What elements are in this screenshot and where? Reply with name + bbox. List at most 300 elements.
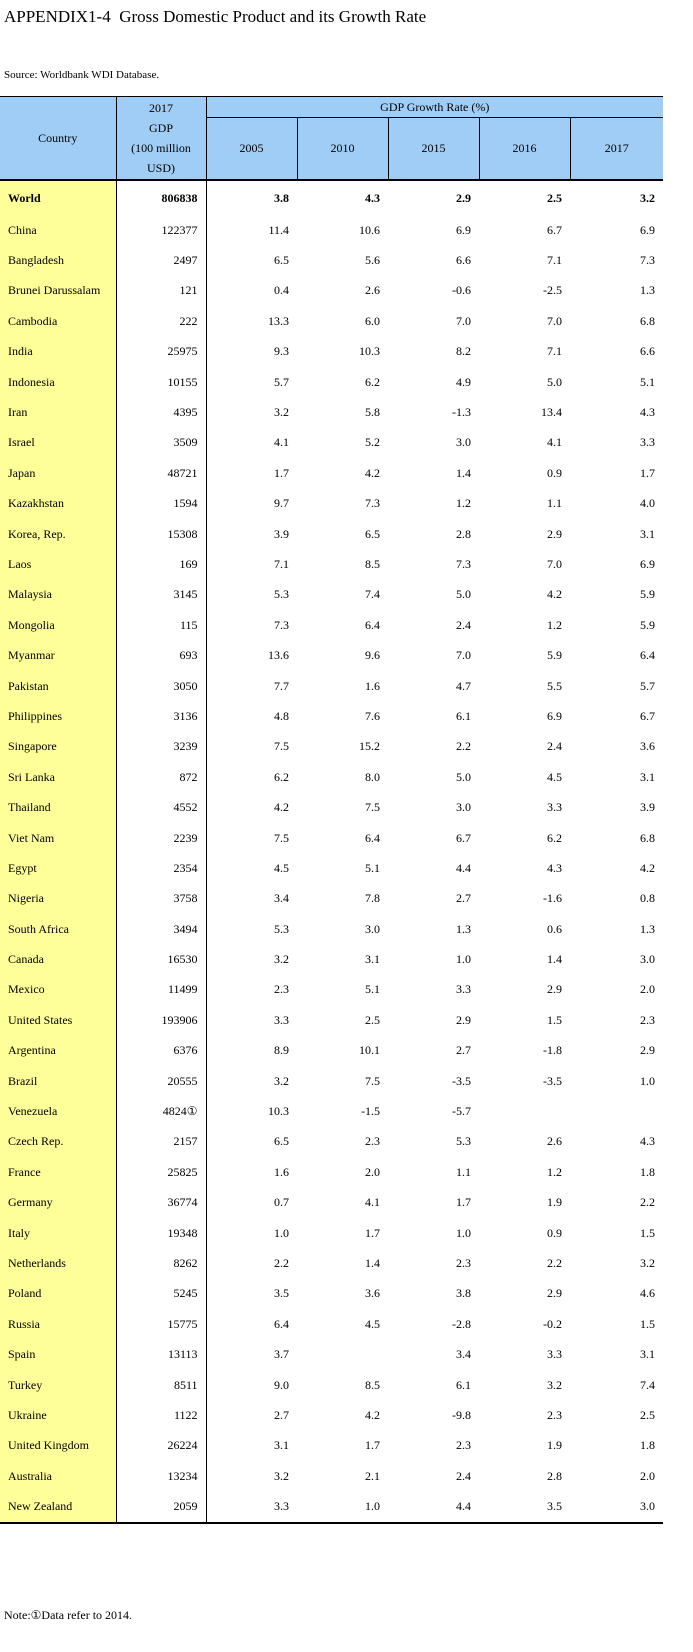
gdp-cell: 36774 bbox=[116, 1188, 206, 1218]
growth-cell: 6.7 bbox=[456, 830, 471, 845]
growth-cell: 6.5 bbox=[274, 253, 289, 268]
growth-cell: 1.1 bbox=[456, 1164, 471, 1179]
growth-cell: 3.9 bbox=[274, 526, 289, 541]
country-cell: Viet Nam bbox=[0, 823, 116, 853]
gdp-header-line: (100 million bbox=[131, 141, 191, 155]
growth-cell: 5.7 bbox=[274, 374, 289, 389]
growth-cell: 1.3 bbox=[456, 921, 471, 936]
gdp-header-line: USD) bbox=[146, 161, 175, 175]
growth-cell bbox=[479, 1096, 570, 1126]
growth-cell: 4.1 bbox=[274, 435, 289, 450]
growth-cell: 13.4 bbox=[541, 405, 562, 420]
country-cell: Poland bbox=[0, 1279, 116, 1309]
growth-cell: 2.5 bbox=[547, 190, 562, 205]
growth-cell: 2.1 bbox=[365, 1468, 380, 1483]
growth-cell: 2.3 bbox=[640, 1012, 656, 1027]
table-row bbox=[0, 944, 663, 974]
gdp-cell: 193906 bbox=[116, 1005, 206, 1035]
growth-cell: 2.3 bbox=[274, 982, 289, 997]
country-cell: Japan bbox=[0, 458, 116, 488]
growth-cell: 6.6 bbox=[640, 344, 656, 359]
growth-cell: 2.6 bbox=[547, 1134, 562, 1149]
growth-cell: 3.9 bbox=[640, 800, 656, 815]
growth-cell: 3.0 bbox=[365, 921, 380, 936]
country-cell: World bbox=[0, 180, 116, 215]
country-cell: Russia bbox=[0, 1309, 116, 1339]
growth-cell: 7.1 bbox=[547, 253, 562, 268]
growth-cell: -2.5 bbox=[543, 283, 562, 298]
growth-cell: 6.2 bbox=[547, 830, 562, 845]
growth-cell bbox=[297, 1339, 388, 1369]
growth-cell: 2.5 bbox=[640, 1407, 656, 1422]
country-column-header: Country bbox=[0, 97, 116, 181]
growth-cell: 5.2 bbox=[365, 435, 380, 450]
growth-cell: -1.3 bbox=[452, 405, 471, 420]
growth-cell: 7.4 bbox=[365, 587, 380, 602]
growth-cell: 1.2 bbox=[547, 1164, 562, 1179]
country-cell: Brunei Darussalam bbox=[0, 276, 116, 306]
growth-cell: 3.5 bbox=[274, 1286, 289, 1301]
country-cell: Israel bbox=[0, 428, 116, 458]
growth-cell: 4.7 bbox=[456, 678, 471, 693]
growth-cell: 4.2 bbox=[365, 465, 380, 480]
growth-cell: 3.0 bbox=[570, 1491, 663, 1522]
growth-cell: 2.3 bbox=[456, 1255, 471, 1270]
table-row bbox=[0, 1431, 663, 1461]
table-row bbox=[0, 428, 663, 458]
growth-cell: 1.7 bbox=[456, 1195, 471, 1210]
country-cell: South Africa bbox=[0, 914, 116, 944]
growth-cell: 4.8 bbox=[274, 708, 289, 723]
growth-cell: 7.3 bbox=[274, 617, 289, 632]
growth-cell: 1.3 bbox=[640, 921, 656, 936]
growth-cell: 6.9 bbox=[456, 222, 471, 237]
growth-cell: 7.3 bbox=[365, 496, 380, 511]
growth-cell: 4.3 bbox=[547, 860, 562, 875]
growth-cell: 8.0 bbox=[365, 769, 380, 784]
table-row bbox=[0, 762, 663, 792]
gdp-cell: 15775 bbox=[116, 1309, 206, 1339]
gdp-cell: 3050 bbox=[116, 671, 206, 701]
table-row bbox=[0, 306, 663, 336]
gdp-cell: 48721 bbox=[116, 458, 206, 488]
country-cell: Philippines bbox=[0, 701, 116, 731]
growth-cell: 1.0 bbox=[274, 1225, 289, 1240]
growth-cell: 2.3 bbox=[547, 1407, 562, 1422]
gdp-cell: 5245 bbox=[116, 1279, 206, 1309]
growth-cell: 1.8 bbox=[640, 1164, 656, 1179]
country-cell: Czech Rep. bbox=[0, 1127, 116, 1157]
country-cell: Turkey bbox=[0, 1370, 116, 1400]
gdp-cell: 25825 bbox=[116, 1157, 206, 1187]
growth-cell: 6.4 bbox=[640, 648, 656, 663]
growth-cell: 1.3 bbox=[640, 283, 656, 298]
table-row bbox=[0, 701, 663, 731]
country-cell: India bbox=[0, 337, 116, 367]
growth-cell: 4.3 bbox=[640, 1134, 656, 1149]
gdp-cell: 4395 bbox=[116, 397, 206, 427]
gdp-cell: 3136 bbox=[116, 701, 206, 731]
growth-cell: 4.2 bbox=[547, 587, 562, 602]
growth-cell: 8.9 bbox=[274, 1043, 289, 1058]
growth-cell: 9.6 bbox=[365, 648, 380, 663]
growth-cell: 10.3 bbox=[359, 344, 380, 359]
growth-cell: 6.2 bbox=[274, 769, 289, 784]
growth-cell: 0.9 bbox=[547, 465, 562, 480]
growth-cell: 2.7 bbox=[274, 1407, 289, 1422]
gdp-cell: 806838 bbox=[116, 180, 206, 215]
growth-cell: 1.9 bbox=[547, 1195, 562, 1210]
country-cell: Kazakhstan bbox=[0, 489, 116, 519]
country-cell: Indonesia bbox=[0, 367, 116, 397]
growth-cell: 1.6 bbox=[365, 678, 380, 693]
growth-cell: -3.5 bbox=[543, 1073, 562, 1088]
table-row bbox=[0, 397, 663, 427]
growth-cell: 3.2 bbox=[640, 1255, 656, 1270]
growth-cell: 6.4 bbox=[365, 617, 380, 632]
growth-cell: 0.9 bbox=[547, 1225, 562, 1240]
gdp-cell: 19348 bbox=[116, 1218, 206, 1248]
table-row bbox=[0, 1339, 663, 1369]
table-row bbox=[0, 1096, 663, 1126]
growth-cell: 7.5 bbox=[365, 1073, 380, 1088]
growth-cell: 5.8 bbox=[365, 405, 380, 420]
growth-cell: 4.4 bbox=[388, 1491, 479, 1522]
table-row bbox=[0, 245, 663, 275]
gdp-cell: 3509 bbox=[116, 428, 206, 458]
growth-cell: 7.7 bbox=[274, 678, 289, 693]
growth-cell: 3.4 bbox=[274, 891, 289, 906]
growth-cell: 2.7 bbox=[456, 1043, 471, 1058]
growth-cell: 4.0 bbox=[640, 496, 656, 511]
growth-cell: 2.9 bbox=[547, 1286, 562, 1301]
gdp-cell: 20555 bbox=[116, 1066, 206, 1096]
growth-cell: 7.4 bbox=[640, 1377, 656, 1392]
growth-cell: 2.4 bbox=[456, 1468, 471, 1483]
table-row bbox=[0, 610, 663, 640]
growth-cell: 2.3 bbox=[456, 1438, 471, 1453]
gdp-cell: 26224 bbox=[116, 1431, 206, 1461]
growth-rate-header: GDP Growth Rate (%) bbox=[206, 97, 663, 118]
table-row bbox=[0, 1400, 663, 1430]
growth-cell: 6.2 bbox=[365, 374, 380, 389]
table-row bbox=[0, 580, 663, 610]
growth-cell: 3.3 bbox=[456, 982, 471, 997]
gdp-cell: 8262 bbox=[116, 1248, 206, 1278]
year-header: 2015 bbox=[388, 118, 479, 181]
page-title: APPENDIX1-4 Gross Domestic Product and its Growth Rate bbox=[4, 7, 427, 26]
gdp-cell: 10155 bbox=[116, 367, 206, 397]
growth-cell: -0.6 bbox=[452, 283, 471, 298]
country-cell: Venezuela bbox=[0, 1096, 116, 1126]
gdp-cell: 4552 bbox=[116, 792, 206, 822]
growth-cell: 5.3 bbox=[456, 1134, 471, 1149]
country-cell: Malaysia bbox=[0, 580, 116, 610]
growth-cell: 2.2 bbox=[456, 739, 471, 754]
growth-cell: 5.7 bbox=[640, 678, 656, 693]
table-row bbox=[0, 671, 663, 701]
growth-cell: 6.9 bbox=[640, 556, 656, 571]
country-cell: Laos bbox=[0, 549, 116, 579]
growth-cell: 2.8 bbox=[456, 526, 471, 541]
gdp-cell: 25975 bbox=[116, 337, 206, 367]
growth-cell: -1.8 bbox=[543, 1043, 562, 1058]
gdp-cell: 3145 bbox=[116, 580, 206, 610]
growth-cell: 1.6 bbox=[274, 1164, 289, 1179]
table-row bbox=[0, 276, 663, 306]
growth-cell: 7.5 bbox=[274, 830, 289, 845]
growth-cell: 5.0 bbox=[456, 587, 471, 602]
growth-cell: 3.7 bbox=[274, 1347, 289, 1362]
growth-cell: 3.6 bbox=[640, 739, 656, 754]
country-cell: Thailand bbox=[0, 792, 116, 822]
gdp-cell: 122377 bbox=[116, 215, 206, 245]
country-cell: Myanmar bbox=[0, 640, 116, 670]
table-row bbox=[0, 489, 663, 519]
growth-cell: 3.1 bbox=[365, 952, 380, 967]
country-cell: Australia bbox=[0, 1461, 116, 1491]
country-cell: Singapore bbox=[0, 732, 116, 762]
growth-cell: 3.8 bbox=[456, 1286, 471, 1301]
growth-cell: 1.4 bbox=[456, 465, 471, 480]
gdp-cell: 16530 bbox=[116, 944, 206, 974]
country-cell: China bbox=[0, 215, 116, 245]
growth-cell: 3.0 bbox=[456, 800, 471, 815]
growth-cell: 2.9 bbox=[547, 982, 562, 997]
gdp-cell: 3239 bbox=[116, 732, 206, 762]
country-cell: Netherlands bbox=[0, 1248, 116, 1278]
growth-cell: 0.4 bbox=[274, 283, 289, 298]
growth-cell: 1.8 bbox=[640, 1438, 656, 1453]
table-row bbox=[0, 1218, 663, 1248]
table-row bbox=[0, 337, 663, 367]
growth-cell: 4.4 bbox=[456, 860, 471, 875]
growth-cell: 9.3 bbox=[274, 344, 289, 359]
growth-cell: 6.6 bbox=[456, 253, 471, 268]
growth-cell: 1.0 bbox=[297, 1491, 388, 1522]
growth-cell: 5.1 bbox=[640, 374, 656, 389]
country-cell: Nigeria bbox=[0, 884, 116, 914]
country-cell: Mongolia bbox=[0, 610, 116, 640]
growth-cell: 6.0 bbox=[365, 313, 380, 328]
gdp-cell: 3758 bbox=[116, 884, 206, 914]
gdp-cell: 2157 bbox=[116, 1127, 206, 1157]
growth-cell: 5.9 bbox=[547, 648, 562, 663]
growth-cell: 13.6 bbox=[268, 648, 289, 663]
growth-cell: 13.3 bbox=[268, 313, 289, 328]
growth-cell: 3.3 bbox=[547, 800, 562, 815]
growth-cell: 3.1 bbox=[640, 526, 656, 541]
growth-cell: 1.4 bbox=[365, 1255, 380, 1270]
table-row bbox=[0, 1248, 663, 1278]
table-row bbox=[0, 1157, 663, 1187]
growth-cell: 6.5 bbox=[365, 526, 380, 541]
gdp-header-line: 2017 bbox=[149, 101, 173, 115]
table-header bbox=[0, 97, 663, 181]
growth-cell: -0.2 bbox=[543, 1316, 562, 1331]
table-row bbox=[0, 792, 663, 822]
growth-cell: 1.7 bbox=[365, 1225, 380, 1240]
country-cell: Brazil bbox=[0, 1066, 116, 1096]
table-row bbox=[0, 1461, 663, 1491]
growth-cell: 3.2 bbox=[640, 190, 656, 205]
growth-cell: 8.5 bbox=[365, 1377, 380, 1392]
growth-cell: 10.6 bbox=[359, 222, 380, 237]
growth-cell: 7.5 bbox=[365, 800, 380, 815]
gdp-cell: 11499 bbox=[116, 975, 206, 1005]
growth-cell: 4.1 bbox=[365, 1195, 380, 1210]
footnote: Note:①Data refer to 2014. bbox=[4, 1608, 133, 1622]
country-cell: Egypt bbox=[0, 853, 116, 883]
growth-cell: 1.4 bbox=[547, 952, 562, 967]
growth-cell: 7.0 bbox=[456, 648, 471, 663]
growth-cell: 10.3 bbox=[268, 1104, 289, 1119]
growth-cell: 1.0 bbox=[640, 1073, 656, 1088]
table-row bbox=[0, 458, 663, 488]
gdp-cell: 2059 bbox=[116, 1491, 206, 1522]
growth-cell: 9.7 bbox=[274, 496, 289, 511]
growth-cell: 2.0 bbox=[640, 982, 656, 997]
country-cell: Germany bbox=[0, 1188, 116, 1218]
gdp-cell: 2354 bbox=[116, 853, 206, 883]
country-cell: Sri Lanka bbox=[0, 762, 116, 792]
growth-cell: 0.8 bbox=[640, 891, 656, 906]
growth-cell: -1.5 bbox=[361, 1104, 380, 1119]
gdp-cell: 4824① bbox=[116, 1096, 206, 1126]
growth-cell: 3.1 bbox=[640, 1347, 656, 1362]
growth-cell: 4.5 bbox=[274, 860, 289, 875]
country-cell: Ukraine bbox=[0, 1400, 116, 1430]
country-cell: Mexico bbox=[0, 975, 116, 1005]
growth-cell: 2.7 bbox=[456, 891, 471, 906]
country-cell: Argentina bbox=[0, 1036, 116, 1066]
growth-cell: 2.2 bbox=[547, 1255, 562, 1270]
growth-cell: 0.7 bbox=[274, 1195, 289, 1210]
growth-cell: 5.5 bbox=[547, 678, 562, 693]
gdp-cell: 115 bbox=[116, 610, 206, 640]
growth-cell: 6.7 bbox=[547, 222, 562, 237]
growth-cell: 5.9 bbox=[640, 587, 656, 602]
growth-cell: 7.0 bbox=[547, 556, 562, 571]
growth-cell: 4.1 bbox=[547, 435, 562, 450]
growth-cell: 3.3 bbox=[640, 435, 656, 450]
table-row bbox=[0, 975, 663, 1005]
growth-cell: 3.0 bbox=[456, 435, 471, 450]
growth-cell bbox=[570, 1096, 663, 1126]
growth-cell: 7.1 bbox=[547, 344, 562, 359]
table-row bbox=[0, 640, 663, 670]
growth-cell: 1.7 bbox=[640, 465, 656, 480]
table-row bbox=[0, 1188, 663, 1218]
country-cell: Pakistan bbox=[0, 671, 116, 701]
growth-cell: 7.3 bbox=[456, 556, 471, 571]
country-cell: Spain bbox=[0, 1339, 116, 1369]
gdp-cell: 6376 bbox=[116, 1036, 206, 1066]
table-row bbox=[0, 1370, 663, 1400]
growth-cell: 2.6 bbox=[365, 283, 380, 298]
growth-cell: 8.5 bbox=[365, 556, 380, 571]
year-header: 2016 bbox=[479, 118, 570, 181]
growth-cell: 5.6 bbox=[365, 253, 380, 268]
table-row bbox=[0, 367, 663, 397]
growth-cell: 1.5 bbox=[640, 1225, 656, 1240]
year-header: 2017 bbox=[570, 118, 663, 181]
table-row bbox=[0, 1036, 663, 1066]
growth-cell: 7.8 bbox=[365, 891, 380, 906]
growth-cell: 3.6 bbox=[365, 1286, 380, 1301]
growth-cell: 3.2 bbox=[547, 1377, 562, 1392]
growth-cell: -1.6 bbox=[543, 891, 562, 906]
table-row bbox=[0, 215, 663, 245]
table-row bbox=[0, 1127, 663, 1157]
growth-cell: 4.3 bbox=[365, 190, 380, 205]
table-body bbox=[0, 180, 663, 1523]
country-cell: Iran bbox=[0, 397, 116, 427]
gdp-cell: 169 bbox=[116, 549, 206, 579]
country-cell: New Zealand bbox=[0, 1491, 116, 1522]
country-cell: Korea, Rep. bbox=[0, 519, 116, 549]
gdp-cell: 222 bbox=[116, 306, 206, 336]
growth-cell: 4.5 bbox=[547, 769, 562, 784]
table-row bbox=[0, 1066, 663, 1096]
growth-cell: 6.7 bbox=[640, 708, 656, 723]
growth-cell: 7.3 bbox=[640, 253, 656, 268]
growth-cell: 2.4 bbox=[456, 617, 471, 632]
gdp-header-line: GDP bbox=[148, 121, 173, 135]
gdp-cell: 121 bbox=[116, 276, 206, 306]
country-cell: United States bbox=[0, 1005, 116, 1035]
growth-cell: 3.3 bbox=[547, 1347, 562, 1362]
growth-cell: 5.0 bbox=[456, 769, 471, 784]
growth-cell: 3.5 bbox=[479, 1491, 570, 1522]
growth-cell: 2.0 bbox=[640, 1468, 656, 1483]
growth-cell: 10.1 bbox=[359, 1043, 380, 1058]
gdp-column-header bbox=[116, 97, 206, 181]
growth-cell: 3.3 bbox=[206, 1491, 297, 1522]
gdp-cell: 872 bbox=[116, 762, 206, 792]
country-cell: Cambodia bbox=[0, 306, 116, 336]
growth-cell: 2.9 bbox=[456, 1012, 471, 1027]
growth-cell: 5.3 bbox=[274, 587, 289, 602]
growth-cell: 1.0 bbox=[456, 1225, 471, 1240]
gdp-cell: 13113 bbox=[116, 1339, 206, 1369]
growth-cell: 5.3 bbox=[274, 921, 289, 936]
gdp-cell: 2497 bbox=[116, 245, 206, 275]
table-row bbox=[0, 823, 663, 853]
growth-cell: 15.2 bbox=[359, 739, 380, 754]
growth-cell: 3.2 bbox=[274, 405, 289, 420]
growth-cell: 6.1 bbox=[456, 708, 471, 723]
growth-cell: 6.8 bbox=[640, 313, 656, 328]
year-header: 2010 bbox=[297, 118, 388, 181]
gdp-cell: 8511 bbox=[116, 1370, 206, 1400]
gdp-cell: 2239 bbox=[116, 823, 206, 853]
growth-cell: 7.0 bbox=[456, 313, 471, 328]
table-row bbox=[0, 180, 663, 215]
growth-cell: 7.0 bbox=[547, 313, 562, 328]
growth-cell: 4.2 bbox=[640, 860, 656, 875]
growth-cell: 2.4 bbox=[547, 739, 562, 754]
growth-cell: 3.1 bbox=[274, 1438, 289, 1453]
growth-cell: 2.2 bbox=[274, 1255, 289, 1270]
country-cell: Italy bbox=[0, 1218, 116, 1248]
table-row bbox=[0, 549, 663, 579]
table-row bbox=[0, 853, 663, 883]
growth-cell: -2.8 bbox=[452, 1316, 471, 1331]
gdp-cell: 3494 bbox=[116, 914, 206, 944]
growth-cell: 7.5 bbox=[274, 739, 289, 754]
table-row bbox=[0, 519, 663, 549]
